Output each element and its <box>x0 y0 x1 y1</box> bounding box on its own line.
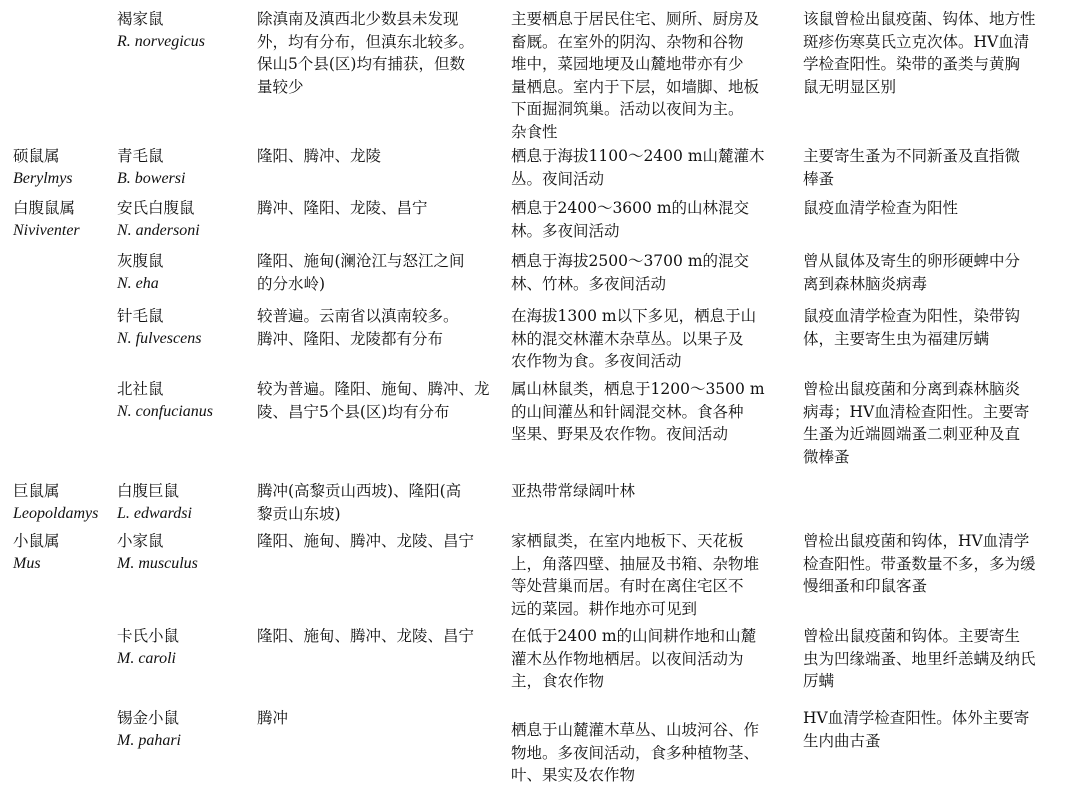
species-lat: L. edwardsi <box>117 504 192 522</box>
habitat: 栖息于山麓灌木草丛、山坡河谷、作 物地。多夜间活动，食多种植物茎、 叶、果实及农作物 <box>511 721 760 784</box>
distribution-cell <box>257 8 505 98</box>
genus-lat: Niviventer <box>13 221 80 239</box>
notes-cell <box>803 530 1073 598</box>
dist: 隆阳、施甸、腾冲、龙陵、昌宁 <box>257 532 475 550</box>
species: 灰腹鼠 <box>117 252 164 270</box>
dist: 隆阳、施甸、腾冲、龙陵、昌宁 <box>257 627 475 645</box>
distribution-cell <box>257 625 505 648</box>
habitat-cell <box>511 8 796 143</box>
habitat-cell <box>511 625 796 693</box>
notes: 鼠疫血清学检查为阳性 <box>803 199 959 217</box>
notes-cell <box>803 250 1073 295</box>
habitat-cell <box>511 719 796 787</box>
notes: 主要寄生蚤为不同新蚤及直指微 棒蚤 <box>803 147 1021 188</box>
species: 青毛鼠 <box>117 147 164 165</box>
notes-cell <box>803 197 1073 220</box>
notes-cell <box>803 378 1073 468</box>
genus-lat: Berylmys <box>13 169 73 187</box>
species-cell <box>117 197 252 242</box>
species-cell <box>117 145 252 190</box>
notes-cell <box>803 305 1073 350</box>
dist: 较普遍。云南省以滇南较多。 腾冲、隆阳、龙陵都有分布 <box>257 307 459 348</box>
notes-cell <box>803 707 1073 752</box>
notes: HV血清学检查阳性。体外主要寄 生内曲古蚤 <box>803 709 1030 750</box>
species: 针毛鼠 <box>117 307 164 325</box>
genus: 硕鼠属 <box>13 147 60 165</box>
species-lat: M. musculus <box>117 554 198 572</box>
species-cell <box>117 480 252 525</box>
dist: 腾冲 <box>257 709 289 727</box>
dist: 隆阳、施甸(澜沧江与怒江之间 的分水岭) <box>257 252 465 293</box>
notes: 该鼠曾检出鼠疫菌、钩体、地方性 斑疹伤寒莫氏立克次体。HV血清 学检查阳性。染带的蚤类与黄胸 鼠无明显区别 <box>803 10 1036 96</box>
species: 白腹巨鼠 <box>117 482 180 500</box>
species-lat: M. pahari <box>117 731 181 749</box>
habitat: 在海拔1300 m以下多见，栖息于山 林的混交林灌木杂草丛。以果子及 农作物为食。多夜间活动 <box>511 307 757 370</box>
habitat-cell <box>511 305 796 373</box>
species-lat: N. andersoni <box>117 221 200 239</box>
dist: 腾冲(高黎贡山西坡)、隆阳(高 黎贡山东坡) <box>257 482 462 523</box>
species-cell <box>117 530 252 575</box>
species: 北社鼠 <box>117 380 164 398</box>
habitat-cell <box>511 197 796 242</box>
notes: 曾检出鼠疫菌和分离到森林脑炎 病毒；HV血清检查阳性。主要寄 生蚤为近端圆端蚤二刺亚种及直 微棒蚤 <box>803 380 1030 466</box>
notes: 曾从鼠体及寄生的卵形硬蜱中分 离到森林脑炎病毒 <box>803 252 1021 293</box>
habitat: 家栖鼠类，在室内地板下、天花板 上，角落四壁、抽屉及书箱、杂物堆 等处营巢而居。有时在离住宅区不 远的菜园。耕作地亦可见到 <box>511 532 760 618</box>
habitat: 亚热带常绿阔叶林 <box>511 482 636 500</box>
habitat-cell <box>511 250 796 295</box>
genus-lat: Mus <box>13 554 41 572</box>
habitat: 栖息于海拔1100～2400 m山麓灌木 丛。夜间活动 <box>511 147 765 188</box>
species-cell <box>117 625 252 670</box>
species-lat: N. eha <box>117 274 159 292</box>
species-lat: N. fulvescens <box>117 329 202 347</box>
distribution-cell <box>257 305 505 350</box>
species-cell <box>117 250 252 295</box>
distribution-cell <box>257 707 505 730</box>
species-cell <box>117 305 252 350</box>
species: 安氏白腹鼠 <box>117 199 195 217</box>
distribution-cell <box>257 250 505 295</box>
genus-cell <box>13 480 113 525</box>
habitat: 栖息于2400～3600 m的山林混交 林。多夜间活动 <box>511 199 750 240</box>
distribution-cell <box>257 480 505 525</box>
habitat-cell <box>511 145 796 190</box>
species-lat: B. bowersi <box>117 169 186 187</box>
distribution-cell <box>257 145 505 168</box>
species: 褐家鼠 <box>117 10 164 28</box>
dist: 腾冲、隆阳、龙陵、昌宁 <box>257 199 428 217</box>
dist: 除滇南及滇西北少数县未发现 外，均有分布，但滇东北较多。 保山5个县(区)均有捕获，但数 量较少 <box>257 10 475 96</box>
habitat-cell <box>511 378 796 446</box>
notes-cell <box>803 145 1073 190</box>
habitat-cell <box>511 480 796 503</box>
habitat: 在低于2400 m的山间耕作地和山麓 灌木丛作物地栖居。以夜间活动为 主，食农作物 <box>511 627 757 690</box>
notes: 曾检出鼠疫菌和钩体。主要寄生 虫为凹缘端蚤、地里纤恙螨及纳氏 厉螨 <box>803 627 1036 690</box>
genus: 巨鼠属 <box>13 482 60 500</box>
notes: 曾检出鼠疫菌和钩体，HV血清学 检查阳性。带蚤数量不多，多为缓 慢细蚤和印鼠客蚤 <box>803 532 1036 595</box>
species-lat: M. caroli <box>117 649 176 667</box>
genus: 白腹鼠属 <box>13 199 76 217</box>
species-lat: N. confucianus <box>117 402 213 420</box>
notes: 鼠疫血清学检查为阳性，染带钩 体，主要寄生虫为福建厉螨 <box>803 307 1021 348</box>
distribution-cell <box>257 378 505 423</box>
notes-cell <box>803 8 1073 98</box>
species-cell <box>117 8 252 53</box>
dist: 较为普遍。隆阳、施甸、腾冲、龙 陵、昌宁5个县(区)均有分布 <box>257 380 490 421</box>
species-cell <box>117 378 252 423</box>
genus-cell <box>13 530 113 575</box>
genus-cell <box>13 145 113 190</box>
species-cell <box>117 707 252 752</box>
habitat: 主要栖息于居民住宅、厕所、厨房及 畜厩。在室外的阴沟、杂物和谷物 堆中，菜园地埂及山麓地带亦有少 量栖息。室内于下层，如墙脚、地板 下面掘洞筑巢。活动以夜间为主。 杂食性 <box>511 10 760 141</box>
habitat-cell <box>511 530 796 620</box>
species-lat: R. norvegicus <box>117 32 205 50</box>
dist: 隆阳、腾冲、龙陵 <box>257 147 382 165</box>
distribution-cell <box>257 197 505 220</box>
habitat: 栖息于海拔2500～3700 m的混交 林、竹林。多夜间活动 <box>511 252 750 293</box>
distribution-cell <box>257 530 505 553</box>
genus-lat: Leopoldamys <box>13 504 99 522</box>
notes-cell <box>803 625 1073 693</box>
genus: 小鼠属 <box>13 532 60 550</box>
species: 小家鼠 <box>117 532 164 550</box>
habitat: 属山林鼠类，栖息于1200～3500 m 的山间灌丛和针阔混交林。食各种 坚果、野果及农作物。夜间活动 <box>511 380 765 443</box>
species: 锡金小鼠 <box>117 709 180 727</box>
species: 卡氏小鼠 <box>117 627 180 645</box>
genus-cell <box>13 197 113 242</box>
